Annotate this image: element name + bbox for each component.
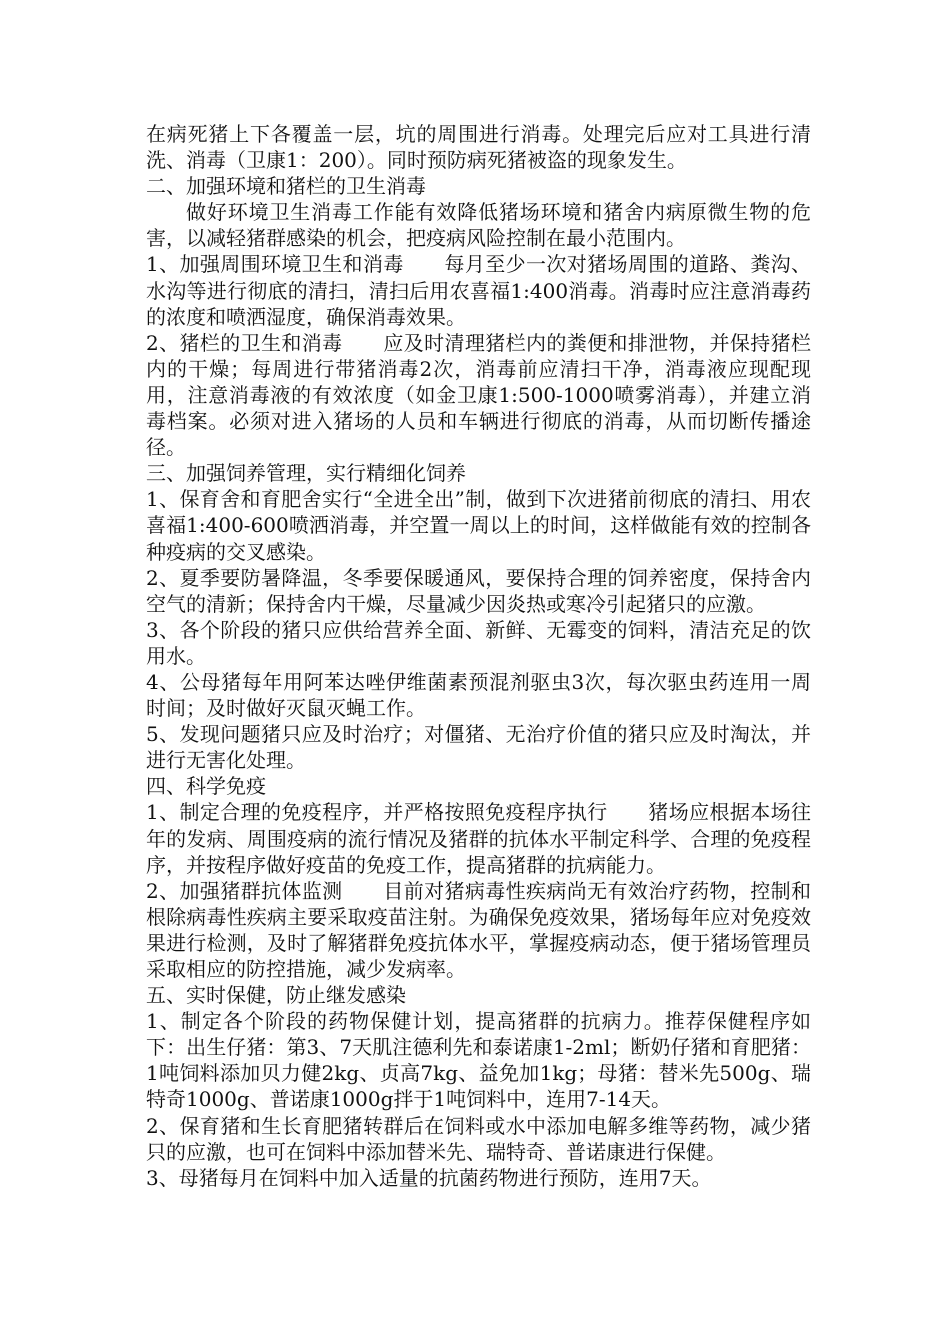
paragraph-5-1: 1、制定各个阶段的药物保健计划，提高猪群的抗病力。推荐保健程序如下：出生仔猪：第3、7天肌注德利先和泰诺康1-2ml；断奶仔猪和育肥猪：1吨饲料添加贝力健2kg、贞高7kg、益免加1kg；母猪：替米先500g、瑞特奇1000g、普诺康1000g拌于1吨饲料中，连用7-14天。 bbox=[146, 1009, 811, 1112]
paragraph-3-1: 1、保育舍和育肥舍实行“全进全出”制，做到下次进猪前彻底的清扫、用农喜福1:400-600喷洒消毒，并空置一周以上的时间，这样做能有效的控制各种疫病的交叉感染。 bbox=[146, 487, 811, 564]
heading-section-2: 二、加强环境和猪栏的卫生消毒 bbox=[146, 174, 426, 199]
paragraph-4-1: 1、制定合理的免疫程序，并严格按照免疫程序执行 猪场应根据本场往年的发病、周围疫病的流行情况及猪群的抗体水平制定科学、合理的免疫程序，并按程序做好疫苗的免疫工作，提高猪群的抗病能力。 bbox=[146, 800, 811, 877]
heading-section-4: 四、科学免疫 bbox=[146, 774, 266, 799]
paragraph-2-1: 1、加强周围环境卫生和消毒 每月至少一次对猪场周围的道路、粪沟、水沟等进行彻底的清扫，清扫后用农喜福1:400消毒。消毒时应注意消毒药的浓度和喷洒湿度，确保消毒效果。 bbox=[146, 252, 811, 329]
paragraph-3-5: 5、发现问题猪只应及时治疗；对僵猪、无治疗价值的猪只应及时淘汰，并进行无害化处理。 bbox=[146, 722, 811, 773]
document-body bbox=[146, 121, 811, 1191]
paragraph-3-4: 4、公母猪每年用阿苯达唑伊维菌素预混剂驱虫3次，每次驱虫药连用一周时间；及时做好灭鼠灭蝇工作。 bbox=[146, 669, 811, 721]
paragraph-4-2: 2、加强猪群抗体监测 目前对猪病毒性疾病尚无有效治疗药物，控制和根除病毒性疾病主要采取疫苗注射。为确保免疫效果，猪场每年应对免疫效果进行检测，及时了解猪群免疫抗体水平，掌握疫病动态，便于猪场管理员采取相应的防控措施，减少发病率。 bbox=[146, 878, 811, 981]
paragraph-2-2: 2、猪栏的卫生和消毒 应及时清理猪栏内的粪便和排泄物，并保持猪栏内的干燥；每周进行带猪消毒2次，消毒前应清扫干净，消毒液应现配现用，注意消毒液的有效浓度（如金卫康1:500-1000喷雾消毒），并建立消毒档案。必须对进入猪场的人员和车辆进行彻底的消毒，从而切断传播途径。 bbox=[146, 330, 811, 460]
paragraph-continuation: 在病死猪上下各覆盖一层，坑的周围进行消毒。处理完后应对工具进行清洗、消毒（卫康1：200）。同时预防病死猪被盗的现象发生。 bbox=[146, 122, 811, 173]
heading-section-5: 五、实时保健，防止继发感染 bbox=[146, 983, 406, 1008]
paragraph-5-2: 2、保育猪和生长育肥猪转群后在饲料或水中添加电解多维等药物，减少猪只的应激，也可在饲料中添加替米先、瑞特奇、普诺康进行保健。 bbox=[146, 1113, 811, 1164]
paragraph-3-2: 2、夏季要防暑降温，冬季要保暖通风，要保持合理的饲养密度，保持舍内空气的清新；保持舍内干燥，尽量减少因炎热或寒冷引起猪只的应激。 bbox=[146, 565, 811, 616]
heading-section-3: 三、加强饲养管理，实行精细化饲养 bbox=[146, 461, 466, 486]
paragraph-intro-section-2: 做好环境卫生消毒工作能有效降低猪场环境和猪舍内病原微生物的危害，以减轻猪群感染的机会，把疫病风险控制在最小范围内。 bbox=[146, 200, 811, 251]
paragraph-5-3: 3、母猪每月在饲料中加入适量的抗菌药物进行预防，连用7天。 bbox=[146, 1165, 712, 1190]
paragraph-3-3: 3、各个阶段的猪只应供给营养全面、新鲜、无霉变的饲料，清洁充足的饮用水。 bbox=[146, 617, 811, 668]
